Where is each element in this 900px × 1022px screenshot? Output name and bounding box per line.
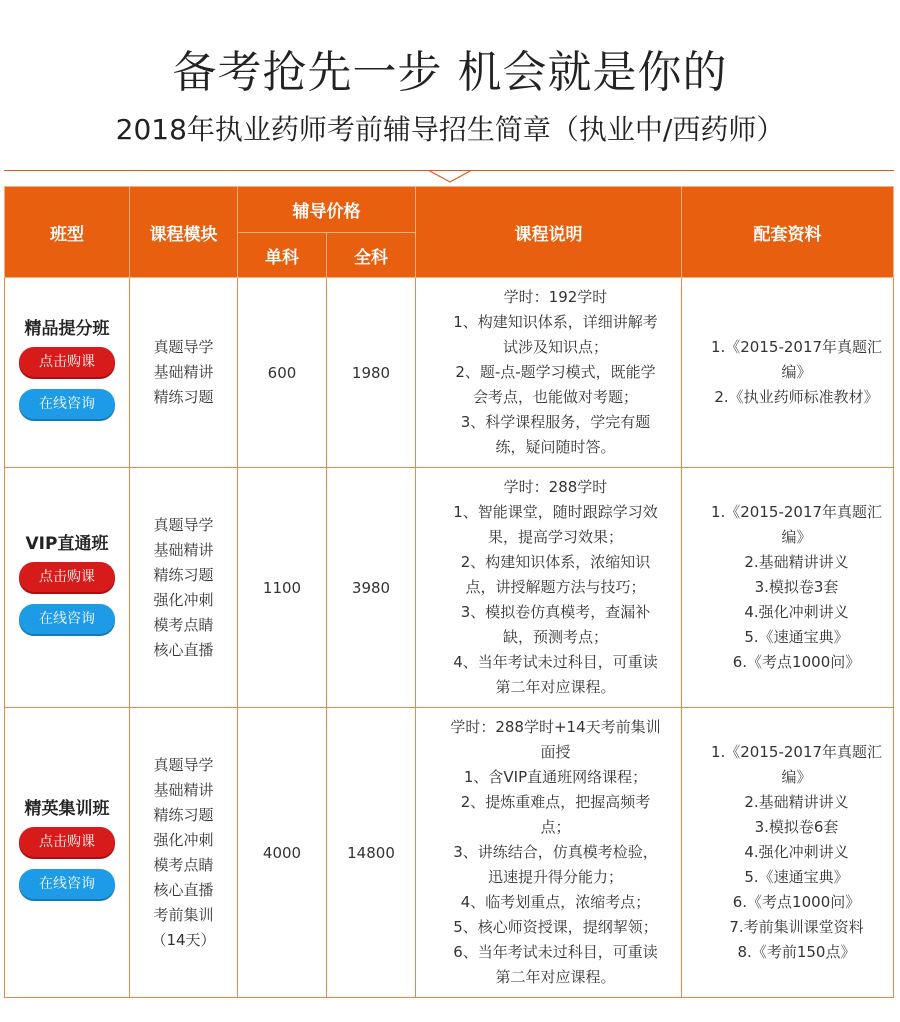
description-cell [416, 278, 682, 468]
module-item: 核心直播 [153, 880, 214, 899]
description-line: 面授 [540, 743, 571, 761]
module-item: 精练习题 [153, 388, 214, 406]
module-item: 真题导学 [153, 515, 214, 534]
module-item: 强化冲刺 [153, 590, 214, 609]
description-line: 1、构建知识体系，详细讲解考 [453, 313, 658, 331]
description-line: 1、含VIP直通班网络课程； [463, 768, 648, 786]
description-line: 3、讲练结合，仿真模考检验， [453, 843, 658, 861]
description-line: 3、模拟卷仿真模考，查漏补 [460, 603, 651, 621]
material-item: 2.《执业药师标准教材》 [714, 388, 879, 406]
buy-course-button[interactable]: 点击购课 [19, 827, 115, 857]
description-line: 3、科学课程服务，学完有题 [460, 413, 651, 431]
material-item: 1.《2015-2017年真题汇 [710, 503, 883, 521]
material-item: 8.《考前150点》 [737, 943, 856, 961]
page-subtitle: 2018年执业药师考前辅导招生简章（执业中/西药师） [115, 113, 785, 146]
material-item: 编》 [781, 768, 812, 786]
description-line: 果，提高学习效果； [487, 528, 623, 546]
description-line: 4、临考划重点，浓缩考点； [460, 893, 651, 911]
class-cell [5, 468, 130, 708]
material-item: 5.《速通宝典》 [744, 868, 849, 886]
description-line: 会考点，也能做对考题； [472, 388, 638, 406]
buy-course-button[interactable]: 点击购课 [19, 562, 115, 592]
description-line: 1、智能课堂，随时跟踪学习效 [453, 503, 658, 521]
description-line: 5、核心师资授课，提纲挈领； [453, 918, 658, 936]
full-price: 1980 [327, 278, 416, 468]
class-cell [5, 278, 130, 468]
class-name: 精英集训班 [24, 799, 110, 819]
module-item: 真题导学 [153, 755, 214, 774]
description-line: 6、当年考试未过科目，可重读 [453, 943, 658, 961]
page-title: 备考抢先一步 机会就是你的 [172, 47, 728, 98]
description-line: 缺，预测考点； [502, 628, 608, 646]
description-line: 学时：288学时+14天考前集训 [450, 718, 661, 736]
header-price: 辅导价格 [238, 187, 416, 233]
module-cell [130, 278, 238, 468]
description-cell [416, 468, 682, 708]
description-line: 迅速提升得分能力； [487, 868, 623, 886]
full-price: 3980 [327, 468, 416, 708]
material-item: 3.模拟卷3套 [754, 578, 839, 596]
class-name: VIP直通班 [25, 534, 109, 554]
description-cell [416, 708, 682, 998]
online-consult-button[interactable]: 在线咨询 [19, 869, 115, 899]
materials-cell [682, 278, 894, 468]
material-item: 3.模拟卷6套 [754, 818, 839, 836]
material-item: 编》 [781, 528, 812, 546]
module-item: 核心直播 [153, 640, 214, 659]
full-price: 14800 [327, 708, 416, 998]
description-line: 2、题-点-题学习模式，既能学 [455, 363, 656, 381]
description-line: 点； [540, 818, 571, 836]
header-class-type: 班型 [5, 187, 130, 278]
materials-cell [682, 708, 894, 998]
single-price: 1100 [238, 468, 327, 708]
description-line: 第二年对应课程。 [495, 678, 616, 696]
header-materials: 配套资料 [682, 187, 894, 278]
description-line: 2、提炼重难点，把握高频考 [460, 793, 651, 811]
class-name: 精品提分班 [24, 319, 110, 339]
material-item: 4.强化冲刺讲义 [744, 603, 849, 621]
table-row [5, 708, 894, 998]
material-item: 编》 [781, 363, 812, 381]
description-line: 学时：192学时 [503, 288, 608, 306]
buy-course-button[interactable]: 点击购课 [19, 347, 115, 377]
module-item: 强化冲刺 [153, 830, 214, 849]
module-cell [130, 468, 238, 708]
header-module: 课程模块 [130, 187, 238, 278]
description-line: 练，疑问随时答。 [495, 438, 616, 456]
module-item: 精练习题 [153, 565, 214, 584]
header-full: 全科 [327, 233, 416, 278]
table-row [5, 468, 894, 708]
material-item: 6.《考点1000问》 [732, 893, 861, 911]
material-item: 5.《速通宝典》 [744, 628, 849, 646]
class-cell [5, 708, 130, 998]
description-line: 4、当年考试未过科目，可重读 [453, 653, 658, 671]
materials-cell [682, 468, 894, 708]
single-price: 600 [238, 278, 327, 468]
module-item: （14天） [151, 930, 216, 949]
header-description: 课程说明 [416, 187, 682, 278]
online-consult-button[interactable]: 在线咨询 [19, 389, 115, 419]
single-price: 4000 [238, 708, 327, 998]
online-consult-button[interactable]: 在线咨询 [19, 604, 115, 634]
module-cell [130, 708, 238, 998]
description-line: 第二年对应课程。 [495, 968, 616, 986]
material-item: 4.强化冲刺讲义 [744, 843, 849, 861]
description-line: 试涉及知识点； [502, 338, 608, 356]
module-item: 基础精讲 [153, 540, 214, 559]
module-item: 真题导学 [153, 338, 214, 356]
material-item: 1.《2015-2017年真题汇 [710, 338, 883, 356]
module-item: 考前集训 [153, 905, 214, 924]
module-item: 精练习题 [153, 805, 214, 824]
module-item: 模考点睛 [153, 855, 214, 874]
material-item: 6.《考点1000问》 [732, 653, 861, 671]
material-item: 2.基础精讲讲义 [744, 553, 849, 571]
material-item: 7.考前集训课堂资料 [729, 918, 864, 936]
module-item: 基础精讲 [153, 780, 214, 799]
course-table [4, 186, 894, 998]
header-single: 单科 [238, 233, 327, 278]
material-item: 2.基础精讲讲义 [744, 793, 849, 811]
description-line: 学时：288学时 [503, 478, 608, 496]
material-item: 1.《2015-2017年真题汇 [710, 743, 883, 761]
module-item: 模考点睛 [153, 615, 214, 634]
table-row [5, 278, 894, 468]
module-item: 基础精讲 [153, 363, 214, 381]
description-line: 点，讲授解题方法与技巧； [465, 578, 646, 596]
description-line: 2、构建知识体系，浓缩知识 [460, 553, 651, 571]
